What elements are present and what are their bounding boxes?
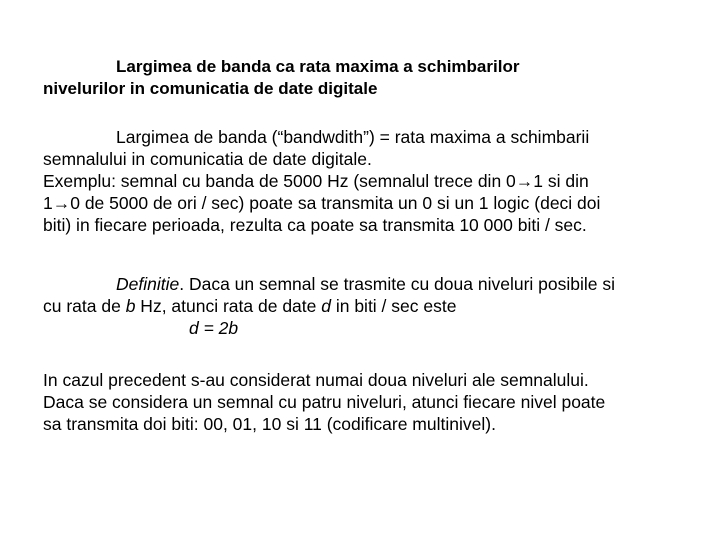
bandwidth-line-1: Largimea de banda (“bandwdith”) = rata maxima a schimbarii (116, 127, 590, 147)
example-line-1: Exemplu: semnal cu banda de 5000 Hz (semnalul trece din 0→1 si din (43, 171, 589, 191)
example-line-2: 1→0 de 5000 de ori / sec) poate sa transmita un 0 si un 1 logic (deci doi (43, 193, 601, 213)
title-line-2: nivelurilor in comunicatia de date digitale (43, 79, 378, 98)
definition-text-1: . Daca un semnal se trasmite cu doua niveluri posibile si (179, 274, 615, 294)
bandwidth-line-2: semnalului in comunicatia de date digitale. (43, 149, 372, 169)
formula-text: d = 2b (189, 318, 239, 338)
bandwidth-paragraph (43, 126, 693, 236)
definition-line-2-mid: Hz, atunci rata de date (135, 296, 322, 316)
definition-line-1 (43, 273, 693, 295)
slide-title (43, 56, 693, 100)
definition-line-2 (43, 295, 693, 317)
variable-d: d (321, 296, 331, 316)
definition-paragraph (43, 273, 693, 339)
formula (43, 317, 693, 339)
multilevel-paragraph (43, 369, 693, 435)
example-line-3: biti) in fiecare perioada, rezulta ca poate sa transmita 10 000 biti / sec. (43, 215, 587, 235)
definition-line-2-pre: cu rata de (43, 296, 126, 316)
multilevel-line-1: In cazul precedent s-au considerat numai doua niveluri ale semnalului. (43, 370, 589, 390)
definition-term: Definitie (116, 274, 180, 294)
multilevel-line-3: sa transmita doi biti: 00, 01, 10 si 11 (codificare multinivel). (43, 414, 496, 434)
multilevel-line-2: Daca se considera un semnal cu patru niveluri, atunci fiecare nivel poate (43, 392, 606, 412)
variable-b: b (125, 296, 136, 316)
title-line-1: Largimea de banda ca rata maxima a schimbarilor (116, 57, 520, 76)
definition-line-2-post: in biti / sec este (330, 296, 457, 316)
